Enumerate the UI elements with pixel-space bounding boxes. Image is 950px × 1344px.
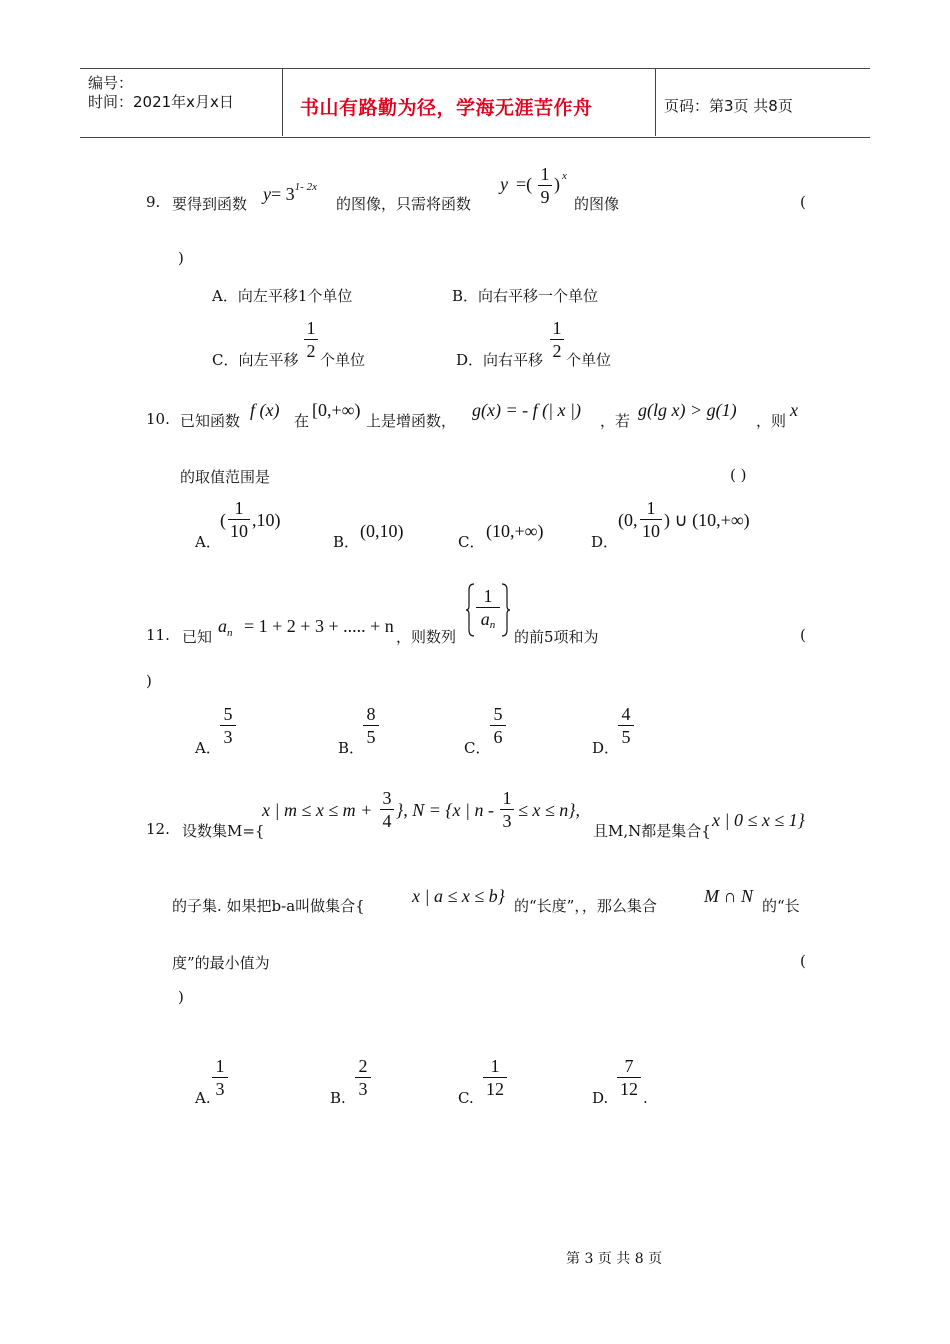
q10-g-definition: g(x) = - f (| x |): [472, 400, 581, 420]
q12-text2: 且M,N都是集合{: [593, 822, 711, 840]
q11-equation: = 1 + 2 + 3 + ..... + n: [244, 616, 394, 636]
q10-text4: ，若: [600, 412, 631, 430]
q10-number: 10.: [146, 410, 170, 428]
q9-option-a: A．向左平移1个单位: [212, 287, 353, 305]
q12-mn: M ∩ N: [704, 886, 753, 906]
q9-option-c-post: 个单位: [320, 351, 366, 369]
q11-option-a-fraction: 5 3: [220, 704, 236, 747]
q10-option-a-open: (: [220, 510, 226, 530]
q10-inequality: g(lg x) > g(1): [638, 400, 737, 420]
header-time: 时间：2021年x月x日: [88, 93, 234, 111]
q10-option-d-close: ) ∪ (10,+∞): [664, 510, 750, 530]
q10-option-a-fraction: 1 10: [230, 498, 248, 541]
q10-text3: 上是增函数，: [366, 412, 457, 430]
q9-option-c-pre: C．向左平移: [212, 351, 299, 369]
q9-number: 9.: [146, 193, 161, 211]
q9-paren-close: ): [178, 249, 184, 267]
q10-text1: 已知函数: [180, 412, 241, 430]
q9-option-d-fraction: 1 2: [550, 318, 564, 361]
q9-option-c-fraction: 1 2: [304, 318, 318, 361]
q12-option-a-fraction: 1 3: [212, 1056, 228, 1099]
q11-text1: 已知: [182, 628, 213, 646]
header-code: 编号：: [88, 74, 134, 92]
q11-number: 11.: [146, 626, 170, 644]
q11-paren-open: (: [800, 626, 806, 644]
q12-paren-close: ): [178, 988, 184, 1006]
q12-option-b-label: B.: [330, 1089, 346, 1107]
q11-option-a-label: A．: [195, 739, 221, 757]
q11-sequence-braces: 1 an: [466, 582, 510, 638]
q12-line2-b: 的“长度”，，那么集合: [514, 897, 657, 915]
header-motto: 书山有路勤为径，学海无涯苦作舟: [300, 97, 593, 119]
q12-number: 12.: [146, 820, 170, 838]
q12-paren-open: (: [800, 952, 806, 970]
q9-option-d-pre: D．向右平移: [456, 351, 544, 369]
q9-text2: 的图像，只需将函数: [336, 195, 472, 213]
q10-paren: ( ): [730, 466, 747, 484]
q9-text1: 要得到函数: [172, 195, 248, 213]
q11-option-b-label: B．: [338, 739, 365, 757]
q10-fx: f (x): [250, 400, 280, 420]
q10-option-d-fraction: 1 10: [642, 498, 660, 541]
q12-text1: 设数集M={: [182, 822, 265, 840]
q12-option-d-fraction: 7 12: [617, 1056, 641, 1099]
q11-option-d-fraction: 4 5: [618, 704, 634, 747]
q12-m-set-post: }, N = {x | n -: [396, 800, 494, 820]
q10-option-a-label: A．: [195, 533, 221, 551]
q11-an: $a_n$: [218, 616, 233, 639]
q9-paren-open: (: [800, 193, 806, 211]
q10-option-d-label: D．: [591, 533, 619, 551]
q12-line3: 度”的最小值为: [172, 954, 270, 972]
q10-option-d-open: (0,: [618, 510, 638, 530]
q12-m-set-pre: x | m ≤ x ≤ m +: [262, 800, 373, 820]
q9-text3: 的图像: [574, 195, 620, 213]
q10-option-b: (0,10): [360, 521, 404, 541]
q12-option-d-label: D.: [592, 1089, 609, 1107]
q11-text2: ，则数列: [396, 628, 457, 646]
q12-line2-c: 的“长: [762, 897, 800, 915]
q12-n-fraction: 1 3: [500, 788, 514, 831]
q10-line2: 的取值范围是: [180, 468, 271, 486]
q10-option-b-label: B．: [333, 533, 360, 551]
q12-period: .: [643, 1089, 648, 1107]
q12-m-fraction: 3 4: [380, 788, 394, 831]
q10-option-c: (10,+∞): [486, 521, 544, 541]
q11-option-b-fraction: 8 5: [363, 704, 379, 747]
q12-option-a-label: A.: [195, 1089, 211, 1107]
q9-option-d-post: 个单位: [566, 351, 612, 369]
q10-text5: ，则: [756, 412, 787, 430]
q10-interval: [0,+∞): [312, 400, 361, 420]
q12-line2-a: 的子集. 如果把b-a叫做集合{: [172, 897, 365, 915]
q11-text3: 的前5项和为: [514, 628, 599, 646]
page-footer: 第 3 页 共 8 页: [566, 1251, 663, 1267]
q12-option-c-fraction: 1 12: [483, 1056, 507, 1099]
q12-option-c-label: C.: [458, 1089, 474, 1107]
q10-x: x: [790, 400, 798, 420]
q11-option-d-label: D．: [592, 739, 620, 757]
q12-set-ab: x | a ≤ x ≤ b}: [412, 886, 505, 906]
q12-n-set-post: ≤ x ≤ n},: [518, 800, 580, 820]
q11-option-c-label: C．: [464, 739, 491, 757]
q10-option-c-label: C．: [458, 533, 485, 551]
q11-paren-close: ): [146, 672, 152, 690]
header-divider-right: [655, 68, 656, 136]
q12-set01: x | 0 ≤ x ≤ 1}: [712, 810, 805, 830]
q9-eq1: $y= 3^{1- 2x}$: [263, 181, 317, 204]
header-page-info: 页码：第3页 共8页: [664, 97, 793, 115]
q10-text2: 在: [294, 412, 310, 430]
q12-option-b-fraction: 2 3: [355, 1056, 371, 1099]
q11-option-c-fraction: 5 6: [490, 704, 506, 747]
header-divider-left: [282, 68, 283, 136]
q9-option-b: B．向右平移一个单位: [452, 287, 599, 305]
q10-option-a-close: ,10): [252, 510, 281, 530]
